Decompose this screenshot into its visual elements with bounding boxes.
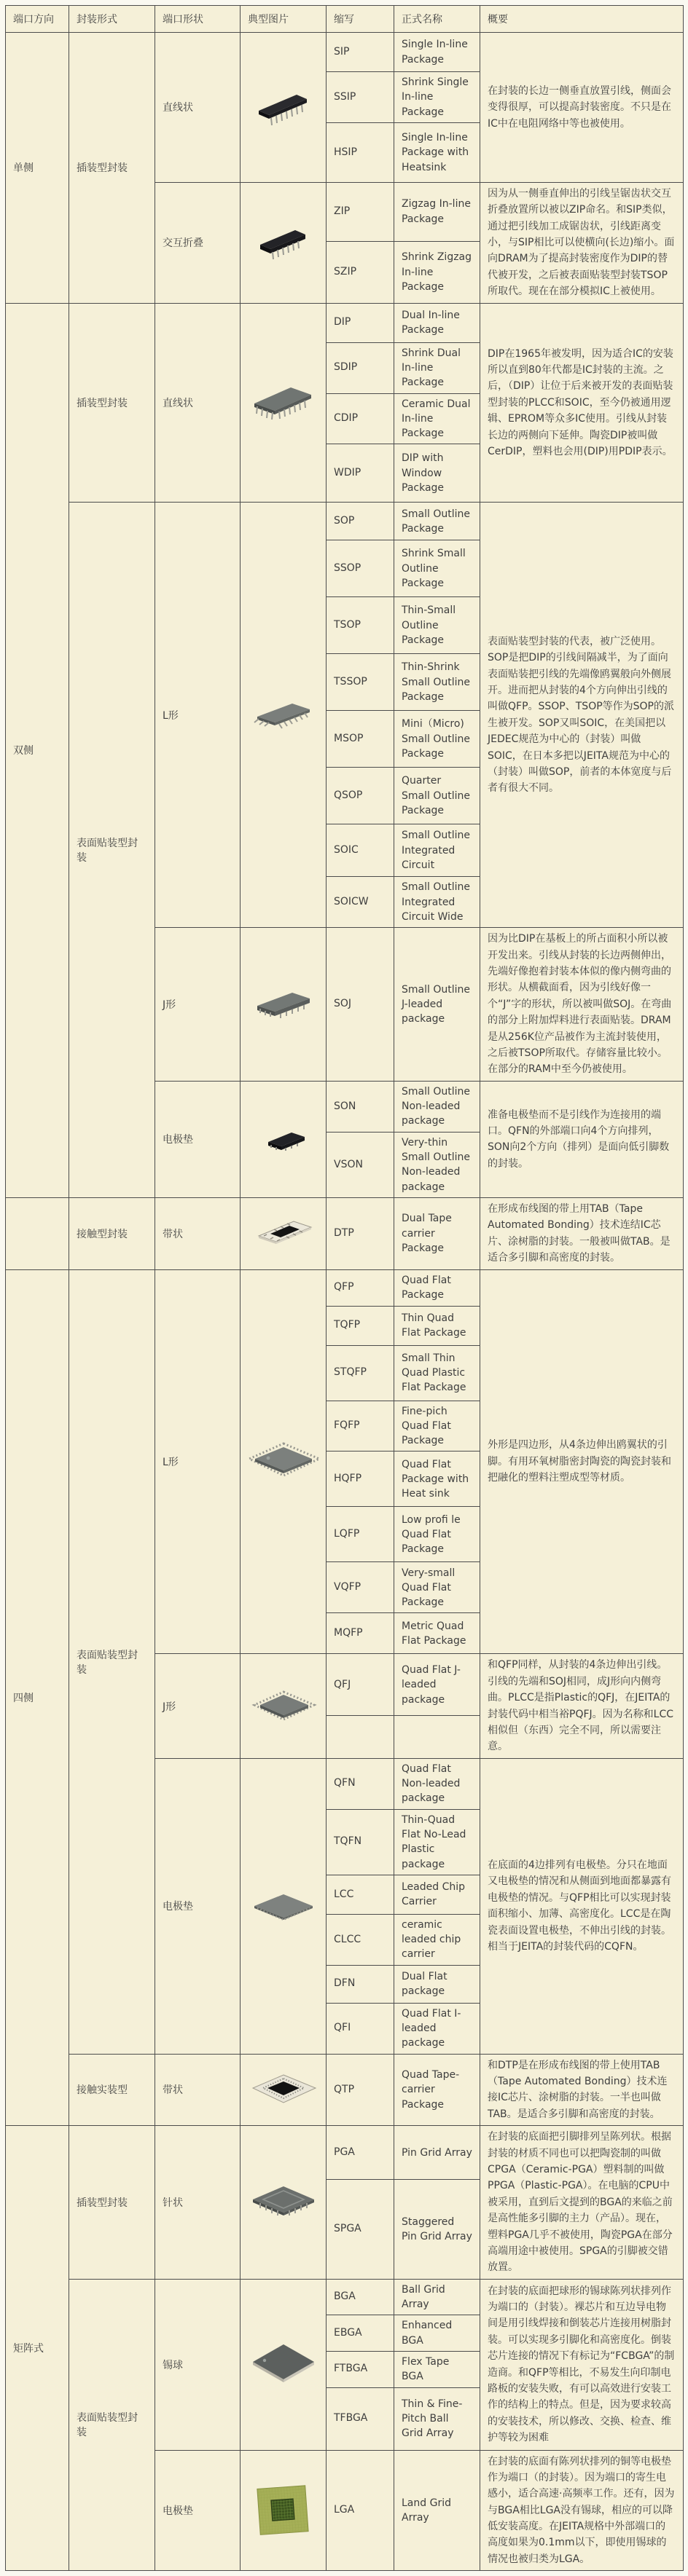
- name-cell: Very-thin Small Outline Non-leaded package: [394, 1132, 480, 1197]
- name-cell: Leaded Chip Carrier: [394, 1875, 480, 1914]
- summary-cell: 外形是四边形，从4条边伸出鸥翼状的引脚。有用环氧树脂密封陶瓷的陶瓷封装和把融化的塑料注塑成型等材质。: [480, 1269, 684, 1654]
- summary-cell: 因为从一侧垂直伸出的引线呈锯齿状交互折叠放置所以被以ZIP命名。和SIP类似，通过把引线加工成锯齿状，引线距离变小，与SIP相比可以使横向(长边)缩小。面向DRAM为了提高封装密度作为DIP的替代被开发，之后被表面贴装型封装TSOP所取代。现在在部分模拟IC上被使用。: [480, 182, 684, 303]
- image-cell: [241, 2054, 327, 2126]
- soj-package-image: [244, 985, 323, 1023]
- direction-cell-double: 双侧: [6, 303, 69, 1197]
- name-cell: Fine-pich Quad Flat Package: [394, 1401, 480, 1452]
- shape-cell-pad: 电极垫: [155, 1081, 241, 1197]
- name-cell: Staggered Pin Grid Array: [394, 2180, 480, 2280]
- name-cell: Quad Tape-carrier Package: [394, 2054, 480, 2126]
- table-row: [6, 1269, 684, 1306]
- abbr-cell: EBGA: [327, 2315, 394, 2352]
- summary-cell: 表面贴装型封装的代表，被广泛使用。SOP是把DIP的引线间隔减半，为了面向表面贴装把引线的先端像鸥翼般向外侧展开。进而把从封装的4个方向伸出引线的叫做QFP。SSOP、TSOP等作为SOP的派生被开发。SOP又叫SOIC，在美国把以JEDEC规范为中心的（封装）叫做SOIC，在日本多把以JEITA规范为中心的（封装）叫做SOP，前者的本体宽度与后者有很大不同。: [480, 503, 684, 928]
- direction-cell-single: 单侧: [6, 33, 69, 304]
- name-cell: Single In-line Package with Heatsink: [394, 122, 480, 182]
- name-cell: Thin-Quad Flat No-Lead Plastic package: [394, 1809, 480, 1875]
- name-cell: Pin Grid Array: [394, 2126, 480, 2180]
- shape-cell-straight: 直线状: [155, 303, 241, 503]
- abbr-cell: TQFP: [327, 1306, 394, 1345]
- direction-cell-quad: 四侧: [6, 1269, 69, 2126]
- abbr-cell: MQFP: [327, 1613, 394, 1654]
- abbr-cell: SOP: [327, 503, 394, 540]
- abbr-cell: FQFP: [327, 1401, 394, 1452]
- form-cell-plug: 插装型封装: [69, 2126, 155, 2280]
- abbr-cell: QFJ: [327, 1654, 394, 1716]
- name-cell: Dual In-line Package: [394, 303, 480, 342]
- summary-cell: 在底面的4边排列有电极垫。分只在地面又电极垫的情况和从侧面到地面都暴露有电极垫的情况。与QFP相比可以实现封装面积缩小、加薄、高密度化。LCC是在陶瓷表面设置电极垫，不伸出引线的封装。相当于JEITA的封装代码的CQFN。: [480, 1758, 684, 2054]
- abbr-cell: SDIP: [327, 342, 394, 393]
- abbr-cell: TSOP: [327, 597, 394, 654]
- sip-package-image: [247, 86, 320, 128]
- abbr-cell: LQFP: [327, 1507, 394, 1562]
- col-header-form: 封装形式: [69, 6, 155, 33]
- name-cell: Enhanced BGA: [394, 2315, 480, 2352]
- name-cell: Small Outline Integrated Circuit Wide: [394, 877, 480, 928]
- name-cell: Quad Flat Package with Heat sink: [394, 1452, 480, 1507]
- form-cell-contact: 接触型封装: [69, 1198, 155, 1270]
- form-cell-contact-mount: 接触实装型: [69, 2054, 155, 2126]
- abbr-cell: SSIP: [327, 72, 394, 123]
- abbr-cell: QFP: [327, 1269, 394, 1306]
- abbr-cell: VSON: [327, 1132, 394, 1197]
- summary-cell: DIP在1965年被发明，因为适合IC的安装所以直到80年代都是IC封装的主流。之后，（DIP）让位于后来被开发的表面贴装型封装的PLCC和SOIC，至今仍被通用逻辑、EPROM等众多IC使用。引线从封装长边的两侧向下延伸。陶瓷DIP被叫做CerDIP，塑料也会用(DIP)用PDIP表示。: [480, 303, 684, 503]
- zip-package-image: [247, 221, 320, 264]
- name-cell: Thin-Small Outline Package: [394, 597, 480, 654]
- abbr-cell: SIP: [327, 33, 394, 72]
- abbr-cell: SOIC: [327, 824, 394, 877]
- abbr-cell-empty: [327, 1716, 394, 1758]
- sop-package-image: [244, 695, 323, 736]
- name-cell: DIP with Window Package: [394, 444, 480, 503]
- name-cell: Dual Flat package: [394, 1965, 480, 2003]
- name-cell: Metric Quad Flat Package: [394, 1613, 480, 1654]
- col-header-shape: 端口形状: [155, 6, 241, 33]
- image-cell: [241, 2279, 327, 2450]
- name-cell: Shrink Single In-line Package: [394, 72, 480, 123]
- abbr-cell: LGA: [327, 2450, 394, 2571]
- form-cell-plug: 插装型封装: [69, 303, 155, 503]
- abbr-cell: CDIP: [327, 393, 394, 444]
- col-header-summary: 概要: [480, 6, 684, 33]
- header-row: [6, 6, 684, 33]
- name-cell: Small Outline Integrated Circuit: [394, 824, 480, 877]
- ic-package-table: [5, 5, 684, 2571]
- son-package-image: [251, 1123, 316, 1155]
- abbr-cell: SZIP: [327, 241, 394, 303]
- qtp-package-image: [246, 2069, 321, 2110]
- name-cell: Ball Grid Array: [394, 2279, 480, 2315]
- image-cell: [241, 1654, 327, 1758]
- abbr-cell: DTP: [327, 1198, 394, 1270]
- abbr-cell: STQFP: [327, 1345, 394, 1401]
- image-cell: [241, 1269, 327, 1654]
- image-cell: [241, 303, 327, 503]
- name-cell: Quad Flat Non-leaded package: [394, 1758, 480, 1809]
- shape-cell-zigzag: 交互折叠: [155, 182, 241, 303]
- shape-cell-pad: 电极垫: [155, 1758, 241, 2054]
- direction-cell-empty: [6, 1198, 69, 1270]
- abbr-cell: TQFN: [327, 1809, 394, 1875]
- name-cell: Single In-line Package: [394, 33, 480, 72]
- col-header-abbr: 缩写: [327, 6, 394, 33]
- name-cell: Small Outline Non-leaded package: [394, 1081, 480, 1132]
- name-cell: Thin & Fine-Pitch Ball Grid Array: [394, 2387, 480, 2450]
- bga-package-image: [247, 2341, 320, 2388]
- shape-cell-ball: 锡球: [155, 2279, 241, 2450]
- name-cell: Dual Tape carrier Package: [394, 1198, 480, 1270]
- image-cell: [241, 1198, 327, 1270]
- dtp-package-image: [244, 1213, 323, 1255]
- lga-package-image: [252, 2481, 315, 2540]
- image-cell: [241, 2126, 327, 2280]
- name-cell: Quad Flat Package: [394, 1269, 480, 1306]
- name-cell: Shrink Small Outline Package: [394, 540, 480, 597]
- summary-cell: 在封装的长边一侧垂直放置引线，侧面会变得很厚，可以提高封装密度。不只是在IC中在电阻网络中等也被使用。: [480, 33, 684, 183]
- abbr-cell: SSOP: [327, 540, 394, 597]
- table-row: [6, 503, 684, 540]
- shape-cell-straight: 直线状: [155, 33, 241, 183]
- summary-cell: 在封装的底面有陈列状排列的铜等电极垫作为端口（的封装）。因为端口的寄生电感小，适合高速·高频率工作。还有，因为与BGA相比LGA没有锡球，相应的可以降低安装高度。在JEITA规格中外部端口的高度如果为0.1mm以下，即使用锡球的情况也被归类为LGA。: [480, 2450, 684, 2571]
- abbr-cell: QFI: [327, 2003, 394, 2054]
- name-cell: Small Outline J-leaded package: [394, 928, 480, 1082]
- summary-cell: 在封装的底面把引脚排列呈陈列状。根据封装的材质不同也可以把陶瓷制的叫做CPGA（Ceramic-PGA）塑料制的叫做PPGA（Plastic-PGA）。在电脑的CPU中被采用，直到后文提到的BGA的来临之前是高性能多引脚的主力（产品）。现在，塑料PGA几乎不被使用，陶瓷PGA在部分高端用途中被使用。SPGA的引脚被交错放置。: [480, 2126, 684, 2280]
- abbr-cell: SPGA: [327, 2180, 394, 2280]
- name-cell: Quad Flat I-leaded package: [394, 2003, 480, 2054]
- image-cell: [241, 1081, 327, 1197]
- table-row: [6, 33, 684, 72]
- abbr-cell: WDIP: [327, 444, 394, 503]
- name-cell-empty: [394, 1716, 480, 1758]
- qfn-package-image: [244, 1887, 323, 1925]
- form-cell-smt: 表面贴装型封装: [69, 503, 155, 1198]
- table-row: [6, 2054, 684, 2126]
- abbr-cell: QFN: [327, 1758, 394, 1809]
- form-cell-smt: 表面贴装型封装: [69, 2279, 155, 2571]
- col-header-image: 典型图片: [241, 6, 327, 33]
- image-cell: [241, 928, 327, 1082]
- col-header-direction: 端口方向: [6, 6, 69, 33]
- abbr-cell: LCC: [327, 1875, 394, 1914]
- name-cell: Shrink Zigzag In-line Package: [394, 241, 480, 303]
- image-cell: [241, 182, 327, 303]
- abbr-cell: MSOP: [327, 711, 394, 768]
- name-cell: Thin Quad Flat Package: [394, 1306, 480, 1345]
- abbr-cell: BGA: [327, 2279, 394, 2315]
- name-cell: Small Outline Package: [394, 503, 480, 540]
- summary-cell: 在形成布线图的带上用TAB（Tape Automated Bonding）技术连结IC芯片、涂树脂的封装。一般被叫做TAB。是适合多引脚和高密度的封装。: [480, 1198, 684, 1270]
- name-cell: Very-small Quad Flat Package: [394, 1562, 480, 1613]
- name-cell: Land Grid Array: [394, 2450, 480, 2571]
- shape-cell-tape: 带状: [155, 1198, 241, 1270]
- name-cell: Thin-Shrink Small Outline Package: [394, 654, 480, 711]
- abbr-cell: QTP: [327, 2054, 394, 2126]
- name-cell: Quad Flat J-leaded package: [394, 1654, 480, 1716]
- form-cell-smt: 表面贴装型封装: [69, 1269, 155, 2054]
- summary-cell: 因为比DIP在基板上的所占面积小所以被开发出来。引线从封装的长边两侧伸出，先端好像抱着封装本体似的像内侧弯曲的形状。从横截面看，因为引线好像一个“J”字的形状，所以被叫做SOJ。在弯曲的部分上附加焊料进行表面贴装。DRAM是从256K位产品被作为主流封装使用，之后被TSOP所取代。存储容量比较小。在部分的RAM中至今仍被使用。: [480, 928, 684, 1082]
- table-row: [6, 2279, 684, 2315]
- abbr-cell: CLCC: [327, 1914, 394, 1965]
- shape-cell-l: L形: [155, 503, 241, 928]
- shape-cell-tape: 带状: [155, 2054, 241, 2126]
- name-cell: ceramic leaded chip carrier: [394, 1914, 480, 1965]
- name-cell: Ceramic Dual In-line Package: [394, 393, 480, 444]
- name-cell: Mini（Micro) Small Outline Package: [394, 711, 480, 768]
- shape-cell-l: L形: [155, 1269, 241, 1654]
- summary-cell: 和DTP是在形成布线图的带上使用TAB（Tape Automated Bonding）技术连接IC芯片、涂树脂的封装。一半也叫做TAB。是适合多引脚和高密度的封装。: [480, 2054, 684, 2126]
- abbr-cell: VQFP: [327, 1562, 394, 1613]
- abbr-cell: QSOP: [327, 768, 394, 824]
- image-cell: [241, 33, 327, 183]
- abbr-cell: SON: [327, 1081, 394, 1132]
- abbr-cell: SOICW: [327, 877, 394, 928]
- abbr-cell: TSSOP: [327, 654, 394, 711]
- summary-cell: 准备电极垫而不是引线作为连接用的端口。QFN的外部端口向4个方向排列，SON向2个方向（排列）是面向低引脚数的封装。: [480, 1081, 684, 1197]
- summary-cell: 在封装的底面把球形的锡球陈列状排列作为端口的（封装）。裸芯片和互边导电物间是用引线焊接和倒装芯片连接用树脂封装。可以实现多引脚化和高密度化。倒装芯片连接的情况下有标记为“FCBGA”的制造商。和QFP等相比，不易发生向印制电路板的安装失败，有可以高效进行安装工作的结构上的特点。但是，因为要求较高的安装技术，所以修改、交换、检查、维护等较为困难: [480, 2279, 684, 2450]
- abbr-cell: HQFP: [327, 1452, 394, 1507]
- table-row: [6, 303, 684, 342]
- dip-package-image: [244, 380, 323, 425]
- abbr-cell: SOJ: [327, 928, 394, 1082]
- summary-cell: 和QFP同样，从封装的4条边伸出引线。引线的先端和SOJ相同，成J形向内侧弯曲。PLCC是指Plastic的QFJ，在JEITA的封装代码中相当裕PQFJ。因为名称和LCC相似但（东西）完全不同，所以需要注意。: [480, 1654, 684, 1758]
- shape-cell-j: J形: [155, 928, 241, 1082]
- form-cell-plug: 插装型封装: [69, 33, 155, 304]
- name-cell: Quarter Small Outline Package: [394, 768, 480, 824]
- image-cell: [241, 2450, 327, 2571]
- direction-cell-matrix: 矩阵式: [6, 2126, 69, 2571]
- table-row: [6, 1198, 684, 1270]
- shape-cell-pin: 针状: [155, 2126, 241, 2280]
- pga-package-image: [244, 2181, 323, 2224]
- abbr-cell: TFBGA: [327, 2387, 394, 2450]
- name-cell: Flex Tape BGA: [394, 2351, 480, 2387]
- table-row: [6, 2126, 684, 2180]
- name-cell: Zigzag In-line Package: [394, 182, 480, 241]
- shape-cell-pad: 电极垫: [155, 2450, 241, 2571]
- shape-cell-j: J形: [155, 1654, 241, 1758]
- abbr-cell: FTBGA: [327, 2351, 394, 2387]
- image-cell: [241, 1758, 327, 2054]
- col-header-name: 正式名称: [394, 6, 480, 33]
- abbr-cell: ZIP: [327, 182, 394, 241]
- name-cell: Small Thin Quad Plastic Flat Package: [394, 1345, 480, 1401]
- image-cell: [241, 503, 327, 928]
- abbr-cell: PGA: [327, 2126, 394, 2180]
- abbr-cell: DIP: [327, 303, 394, 342]
- abbr-cell: DFN: [327, 1965, 394, 2003]
- abbr-cell: HSIP: [327, 122, 394, 182]
- name-cell: Low profi le Quad Flat Package: [394, 1507, 480, 1562]
- name-cell: Shrink Dual In-line Package: [394, 342, 480, 393]
- qfp-package-image: [243, 1441, 324, 1483]
- qfj-package-image: [247, 1687, 320, 1725]
